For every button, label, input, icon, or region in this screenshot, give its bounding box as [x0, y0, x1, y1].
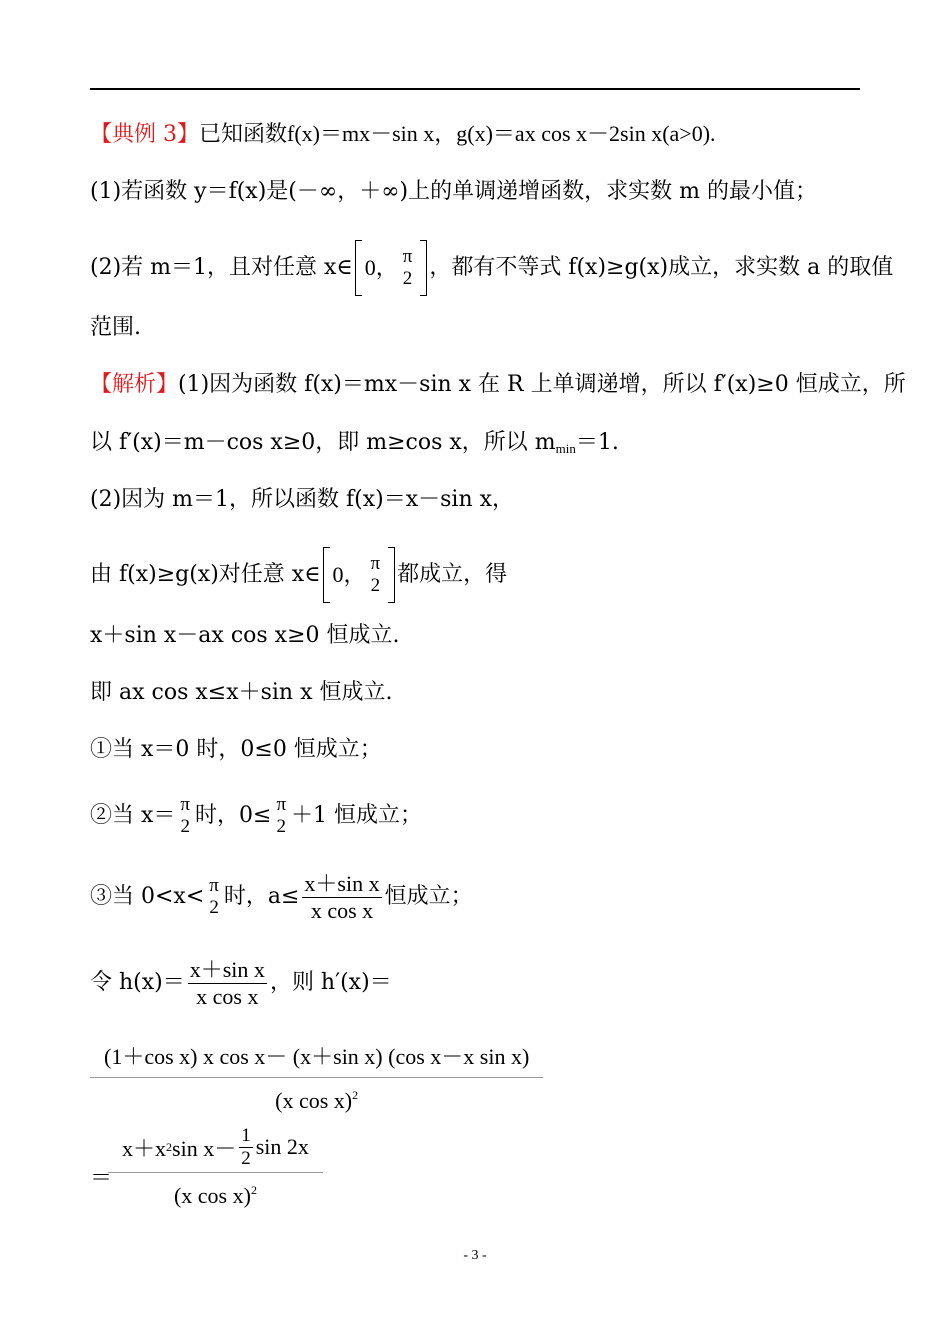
- example-intro: 已知函数: [199, 122, 288, 147]
- question-2: [90, 228, 893, 308]
- h-fraction: $\frac{\text{x＋sin x}}{\text{x cos x}}$: [304, 871, 380, 923]
- derivative-numerator: (1＋cos x) x cos x－ (x＋sin x) (cos x－x sin x): [90, 1040, 543, 1078]
- analysis-line-1: 【解析】(1)因为函数 f(x)＝mx－sin x 在 R 上单调递增，所以 f′(x)≥0 恒成立，所: [90, 372, 906, 397]
- interval-bracket-2: 0， π 2: [323, 546, 396, 604]
- case-2: ②当 x＝ π 2 时，0≤ π 2 ＋1 恒成立；: [90, 794, 423, 837]
- analysis-line-2: 以 f′(x)＝m－cos x≥0，即 m≥cos x，所以 $m_{min}=1$.: [90, 430, 619, 456]
- analysis-line-3: (2)因为 m＝1，所以函数 f(x)＝x－sin x，: [90, 487, 515, 512]
- question-2-pre: (2)若 m＝1，且对任意 x∈: [90, 255, 353, 280]
- analysis-line-4: 由 f(x)≥g(x)对任意 x∈ 0， π 2 都成立，得: [90, 535, 507, 615]
- simplified-denominator: (x cos x)$^2$: [173, 1182, 257, 1208]
- analysis-line-5: x＋sin x－ax cos x≥0 恒成立.: [90, 623, 400, 648]
- case-3: ③当 0<x< π 2 时，a≤ $\frac{\text{x＋sin x}}{\text{x cos x}}$ 恒成立；: [90, 871, 473, 923]
- simplified-fraction: [108, 1125, 323, 1209]
- derivative-fraction: [90, 1040, 543, 1114]
- header-rule: [90, 88, 860, 90]
- interval-left: 0，: [364, 255, 398, 280]
- question-2-cont: 范围.: [90, 315, 141, 340]
- simplified-numerator: x＋x 2 sin x－ $\frac{1}{2}$ sin 2x: [108, 1125, 323, 1173]
- interval-bracket: [355, 239, 428, 297]
- analysis-line-6: 即 ax cos x≤x＋sin x 恒成立.: [90, 680, 393, 705]
- analysis-tag: 【解析】: [90, 372, 179, 397]
- page-number: - 3 -: [463, 1248, 487, 1263]
- let-h: 令 h(x)＝ $\frac{\text{x＋sin x}}{\text{x cos x}}$ ，则 h′(x)＝: [90, 957, 392, 1009]
- derivative-denominator: (x cos x)$^2$: [275, 1088, 359, 1113]
- question-2-post: ，都有不等式 f(x)≥g(x)成立，求实数 a 的取值: [429, 255, 894, 280]
- example-line: [90, 119, 716, 150]
- example-functions: f(x)＝mx－sin x，g(x)＝ax cos x－2sin x(a>0).: [287, 121, 716, 146]
- case-1: ①当 x＝0 时，0≤0 恒成立；: [90, 737, 382, 762]
- example-tag: 【典例 3】: [90, 122, 199, 147]
- question-1: (1)若函数 y＝f(x)是(－∞，＋∞)上的单调递增函数，求实数 m 的最小值；: [90, 179, 817, 204]
- pi-over-2: π 2: [402, 246, 413, 289]
- equals-sign: ＝: [90, 1166, 113, 1191]
